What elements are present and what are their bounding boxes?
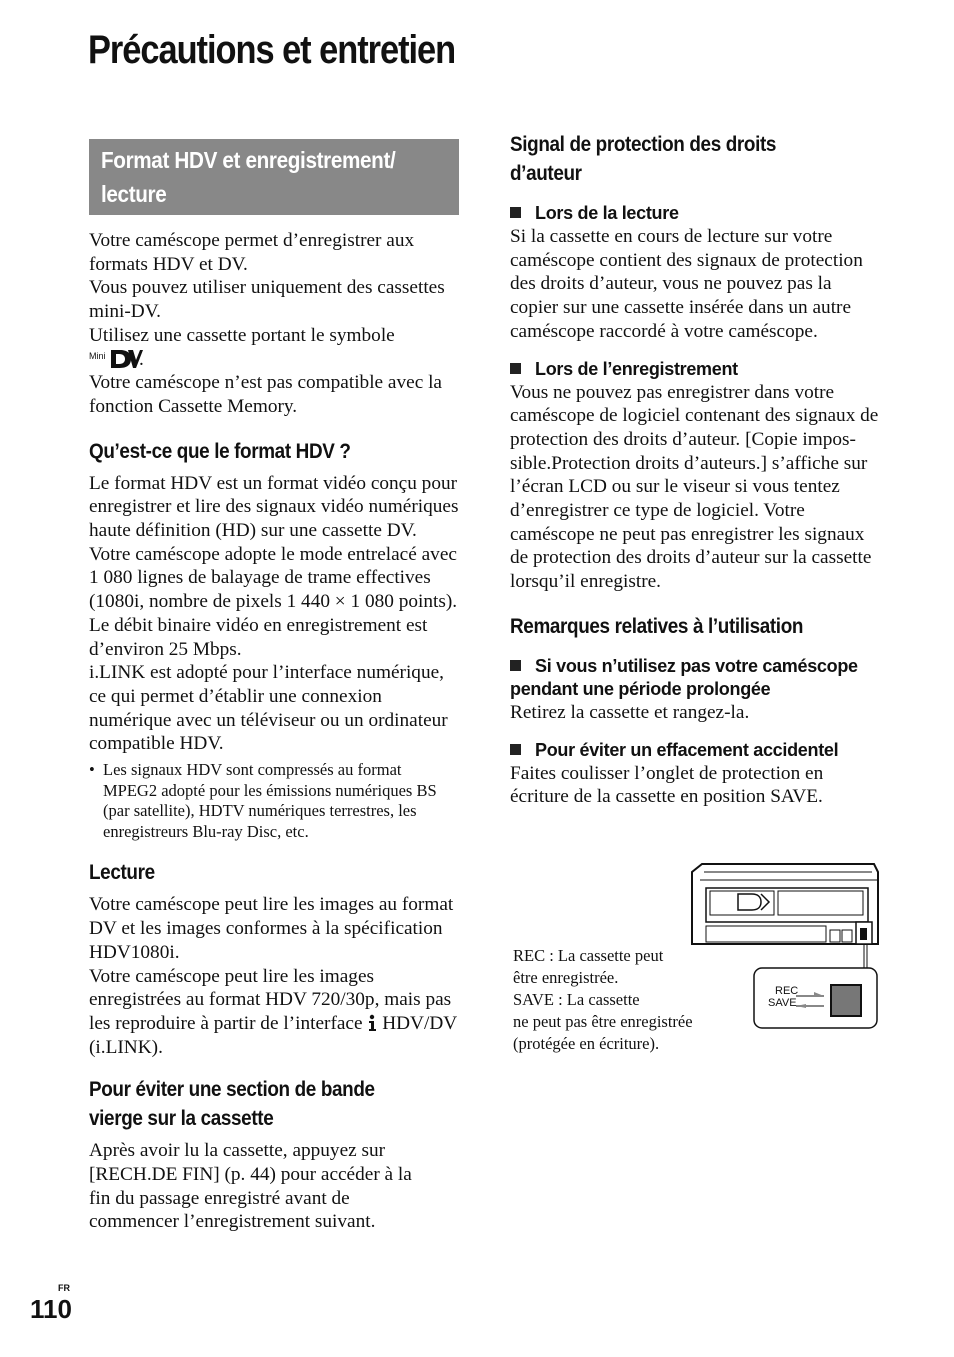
caption-line: SAVE : La cassette [513, 990, 640, 1009]
copyright-heading [510, 130, 880, 188]
section-header-text: Format HDV et enregistrement/ lecture [101, 147, 396, 207]
caption-line: (protégée en écriture). [513, 1034, 660, 1053]
caption-line: REC : La cassette peut [513, 946, 664, 965]
lecture-heading [89, 858, 459, 887]
switch-save-label: SAVE [768, 997, 797, 1009]
blank-heading-text: Pour éviter une section de bande vierge sur la cassette [89, 1078, 375, 1131]
intro-para-4: Votre caméscope n’est pas compatible avec la fonction Cassette Memory. [89, 372, 442, 417]
minidv-logo-text: Mini [89, 350, 106, 361]
usage-heading-text: Remarques relatives à l’utilisation [510, 614, 804, 638]
recording-para: Vous ne pouvez pas enregistrer dans votre caméscope de logiciel contenant des signaux de protection des droits d’auteur. [Copie impos- sible.Protection droits d’auteurs.] s’affiche sur l’écran LCD ou sur le viseur si vous tentez d’enregistrer ce type de logiciel. Votre caméscope ne peut pas enregistrer les signaux de protection des droits d’auteur sur la cassette lorsqu’il enregistre. [510, 381, 879, 593]
unused-subheading-text: Si vous n’utilisez pas votre caméscope pendant une période prolongée [510, 655, 858, 699]
square-bullet-icon [510, 207, 521, 218]
hdv-para-2: Votre caméscope adopte le mode entrelacé avec 1 080 lignes de balayage de trame effectives (1080i, nombre de pixels 1 440 × 1 080 points). [89, 543, 458, 613]
caption-line: être enregistrée. [513, 968, 619, 987]
lecture-para-1: Votre caméscope peut lire les images au format DV et les images conformes à la spécification HDV1080i. [89, 894, 454, 963]
erase-subheading [510, 739, 880, 762]
intro-para-1: Votre caméscope permet d’enregistrer aux formats HDV et DV. [89, 230, 415, 275]
playback-para: Si la cassette en cours de lecture sur votre caméscope contient des signaux de protection des droits d’auteur, vous ne pouvez pas la copier sur une cassette insérée dans un autre caméscope raccordé à votre caméscope. [510, 226, 863, 342]
cassette-caption [513, 945, 743, 1055]
lecture-para-2-end: HDV/DV (i.LINK). [89, 1012, 457, 1058]
usage-heading [510, 612, 880, 641]
hdv-bullet: • Les signaux HDV sont compressés au format MPEG2 adopté pour les émissions numériques BS (par satellite), HDTV numériques terrestres, les enregistreurs Blu-ray Disc, etc. [89, 760, 459, 842]
playback-subheading [510, 202, 880, 225]
erase-para: Faites coulisser l’onglet de protection en écriture de la cassette en position SAVE. [510, 762, 824, 808]
ilink-icon [367, 1014, 377, 1032]
hdv-heading [89, 437, 459, 466]
unused-para: Retirez la cassette et rangez-la. [510, 701, 750, 723]
square-bullet-icon [510, 744, 521, 755]
square-bullet-icon [510, 660, 521, 671]
page-lang: FR [58, 1283, 70, 1293]
erase-subheading-text: Pour éviter un effacement accidentel [535, 739, 839, 760]
lecture-para-2 [89, 965, 459, 1060]
lecture-heading-text: Lecture [89, 861, 155, 885]
hdv-para-4: i.LINK est adopté pour l’interface numérique, ce qui permet d’établir une connexion numérique avec un téléviseur ou un ordinateur compatible HDV. [89, 662, 448, 755]
left-column [89, 139, 459, 1234]
caption-line: ne peut pas être enregistrée [513, 1012, 693, 1031]
blank-heading [89, 1075, 459, 1133]
intro-para-3: Utilisez une cassette portant le symbole Mini . [89, 324, 395, 370]
hdv-para-3: Le débit binaire vidéo en enregistrement est d’environ 25 Mbps. [89, 614, 428, 660]
switch-rec-label: REC [775, 985, 799, 997]
copyright-heading-text: Signal de protection des droits d’auteur [510, 133, 777, 185]
playback-subheading-text: Lors de la lecture [535, 203, 679, 223]
blank-para: Après avoir lu la cassette, appuyez sur [RECH.DE FIN] (p. 44) pour accéder à la fin du passage enregistré avant de commencer l’enregistrement suivant. [89, 1140, 412, 1233]
unused-subheading [510, 655, 880, 701]
hdv-heading-text: Qu’est-ce que le format HDV ? [89, 439, 351, 463]
section-header-hdv [89, 139, 459, 215]
intro-para-3-text: Utilisez une cassette portant le symbole [89, 324, 395, 346]
right-column [510, 130, 880, 809]
page-title: Précautions et entretien [88, 28, 456, 72]
recording-subheading-text: Lors de l’enregistrement [535, 358, 738, 379]
intro-para-2: Vous pouvez utiliser uniquement des cassettes mini-DV. [89, 277, 445, 323]
lecture-para-2-text: Votre caméscope peut lire les images enregistrées au format HDV 720/30p, mais pas les reproduire à partir de l’interface [89, 965, 452, 1034]
minidv-logo-icon [89, 348, 139, 370]
recording-subheading [510, 358, 880, 381]
page-number: 110 [30, 1294, 72, 1324]
hdv-para-1: Le format HDV est un format vidéo conçu pour enregistrer et lire des signaux vidéo numériques haute définition (HD) sur une cassette DV. [89, 472, 459, 542]
square-bullet-icon [510, 363, 521, 374]
